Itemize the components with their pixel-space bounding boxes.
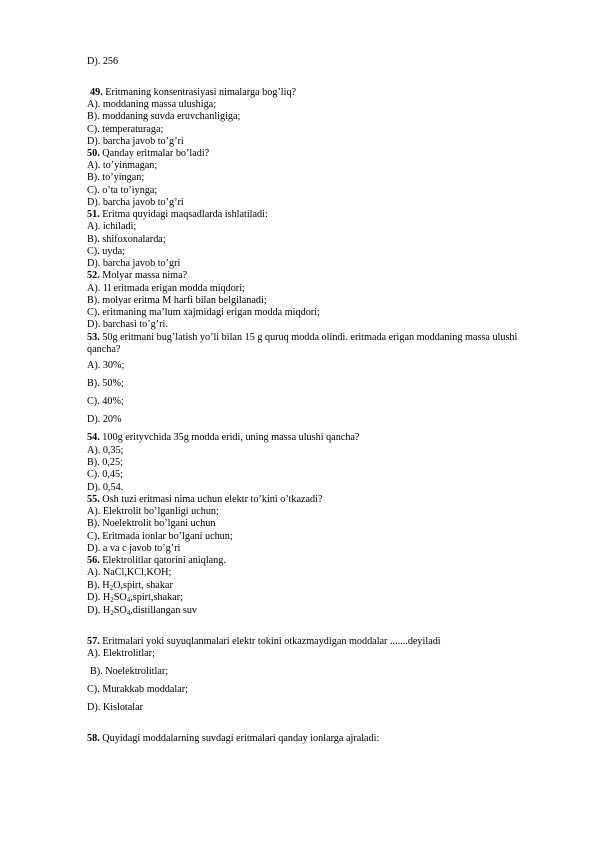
- answer-c: C). 0,45;: [87, 469, 123, 480]
- question-number: 57.: [87, 636, 100, 647]
- answer-c: C). 40%;: [87, 396, 124, 407]
- question-number: 51.: [87, 209, 100, 220]
- answer-b: B). Noelektrolitlar;: [90, 666, 169, 677]
- question-number: 53.: [87, 332, 100, 343]
- answer-d: D). barchasi to’g’ri.: [87, 319, 168, 330]
- question-text: Eritmaning konsentrasiyasi nimalarga bog’liq?: [102, 87, 297, 98]
- question-53: [87, 332, 527, 356]
- question-number: 49.: [90, 87, 103, 98]
- question-55: [87, 494, 322, 506]
- question-number: 55.: [87, 494, 100, 505]
- answer-b: B). molyar eritma M harfi bilan belgilanadi;: [87, 295, 267, 306]
- answer-b: B). Noelektrolit bo’lgani uchun: [87, 518, 216, 529]
- answer-b: B). to’yingan;: [87, 172, 145, 183]
- question-text: Eritma quyidagi maqsadlarda ishlatiladi:: [99, 209, 268, 220]
- question-50: [87, 148, 209, 160]
- answer-a: A). to’yinmagan;: [87, 160, 158, 171]
- answer-a: A). NaCl,KCl,KOH;: [87, 567, 172, 578]
- answer-c: C). Eritmada ionlar bo’lgani uchun;: [87, 531, 233, 542]
- question-52: [87, 270, 187, 282]
- answer-d: D). barcha javob to’gri: [87, 258, 181, 269]
- question-number: 58.: [87, 733, 100, 744]
- question-54: [87, 432, 359, 444]
- answer-c: C). uyda;: [87, 246, 125, 257]
- question-57: [87, 636, 441, 648]
- answer-a: A). 0,35;: [87, 445, 124, 456]
- question-51: [87, 209, 268, 221]
- answer-d: D). a va c javob to’g’ri: [87, 543, 181, 554]
- question-text: Eritmalari yoki suyuqlanmalari elektr tokini otkazmaydigan moddalar .......deyiladi: [99, 636, 441, 647]
- question-text: 50g eritmani bug’latish yo’li bilan 15 g quruq modda olindi. eritmada erigan moddaning massa ulushi qancha?: [87, 332, 518, 355]
- answer-b: B). shifoxonalarda;: [87, 234, 166, 245]
- answer-d: D). 20%: [87, 414, 122, 425]
- answer-c: C). Murakkab moddalar;: [87, 684, 188, 695]
- question-number: 54.: [87, 432, 100, 443]
- answer-c: C). eritmaning ma’lum xajmidagi erigan modda miqdori;: [87, 307, 320, 318]
- answer-a: A). moddaning massa ulushiga;: [87, 99, 217, 110]
- question-text: Qanday eritmalar bo’ladi?: [99, 148, 210, 159]
- answer-d: D). 0,54.: [87, 482, 124, 493]
- question-number: 56.: [87, 555, 100, 566]
- question-56: [87, 555, 226, 567]
- answer-a: A). Elektrolit bo’lganligi uchun;: [87, 506, 219, 517]
- question-text: Elektrolitlar qatorini aniqlang.: [99, 555, 226, 566]
- answer-b: B). 50%;: [87, 378, 124, 389]
- question-text: Osh tuzi eritmasi nima uchun elektr to’kini o’tkazadi?: [99, 494, 323, 505]
- answer-a: A). 1l eritmada erigan modda miqdori;: [87, 283, 245, 294]
- answer-d-first: D). $H_2SO_4,spirt,shakar$;: [87, 592, 183, 604]
- answer-d: D). Kislotalar: [87, 702, 144, 713]
- question-text: Molyar massa nima?: [99, 270, 188, 281]
- answer-c: C). o’ta to’iynga;: [87, 185, 158, 196]
- question-number: 50.: [87, 148, 100, 159]
- answer-c: C). temperaturaga;: [87, 124, 164, 135]
- answer-d-48: D). 256: [87, 56, 119, 67]
- answer-d: D). barcha javob to’g’ri: [87, 136, 184, 147]
- answer-d: D). barcha javob to’g’ri: [87, 197, 184, 208]
- answer-a: A). Elektrolitlar;: [87, 648, 155, 659]
- question-number: 52.: [87, 270, 100, 281]
- answer-d-second: D). $H_2SO_4,distillangan$ suv: [87, 605, 198, 617]
- question-58: [87, 733, 379, 745]
- question-49: [90, 87, 296, 99]
- answer-a: A). 30%;: [87, 360, 125, 371]
- answer-b: B). $H_2O,spirt$, shakar: [87, 580, 173, 592]
- answer-b: B). 0,25;: [87, 457, 123, 468]
- answer-b: B). moddaning suvda eruvchanligiga;: [87, 111, 241, 122]
- answer-a: A). ichiladi;: [87, 221, 137, 232]
- question-text: 100g erityvchida 35g modda eridi, uning massa ulushi qancha?: [99, 432, 360, 443]
- question-text: Quyidagi moddalarning suvdagi eritmalari qanday ionlarga ajraladi:: [99, 733, 380, 744]
